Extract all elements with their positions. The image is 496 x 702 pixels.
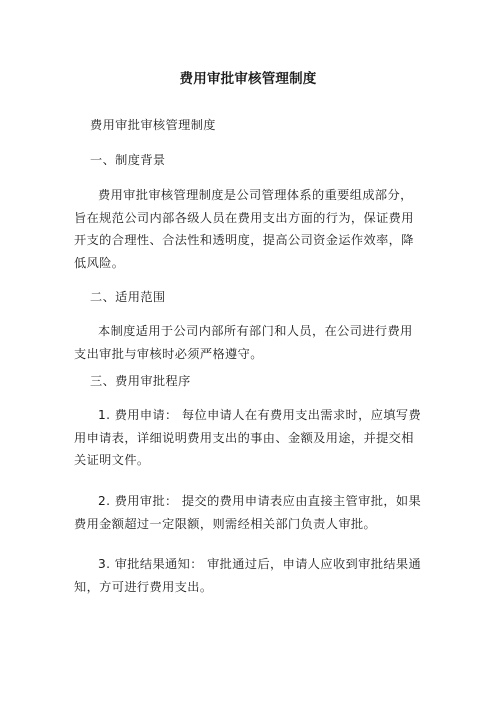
document-title: 费用审批审核管理制度	[179, 71, 317, 87]
procedure-step-application: 1. 费用申请： 每位申请人在有费用支出需求时，应填写费用申请表，详细说明费用支出的事由、金额及用途，并提交相关证明文件。	[74, 408, 422, 467]
procedure-step-approval: 2. 费用审批： 提交的费用申请表应由直接主管审批，如果费用金额超过一定限额，则需经相关部门负责人审批。	[74, 494, 422, 531]
procedure-step-notification: 3. 审批结果通知： 审批通过后，申请人应收到审批结果通知，方可进行费用支出。	[74, 557, 422, 594]
paragraph-background: 费用审批审核管理制度是公司管理体系的重要组成部分，旨在规范公司内部各级人员在费用支出方面的行为，保证费用开支的合理性、合法性和透明度，提高公司资金运作效率，降低风险。	[74, 188, 414, 270]
paragraph-scope: 本制度适用于公司内部所有部门和人员，在公司进行费用支出审批与审核时必须严格遵守。	[74, 324, 413, 361]
section-heading-scope: 二、适用范围	[90, 290, 166, 304]
section-heading-procedure: 三、费用审批程序	[90, 374, 191, 388]
document-subtitle: 费用审批审核管理制度	[90, 118, 216, 132]
section-heading-background: 一、制度背景	[90, 153, 166, 167]
